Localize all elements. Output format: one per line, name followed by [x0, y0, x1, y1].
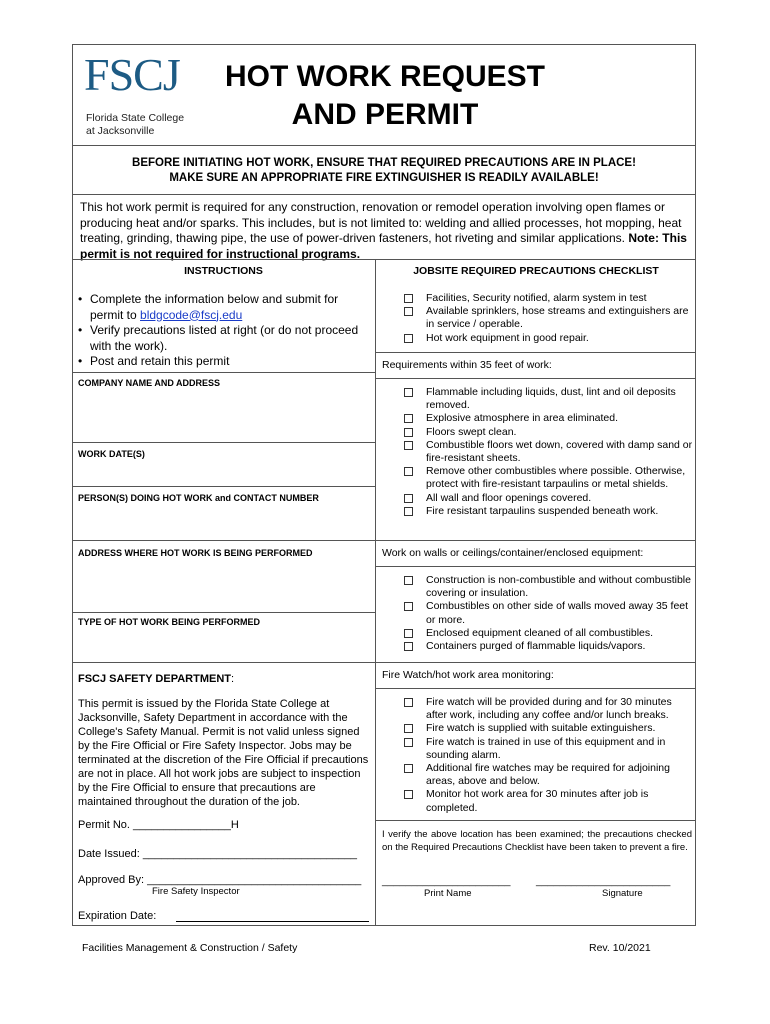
- divider: [72, 259, 696, 260]
- checkbox[interactable]: [404, 294, 413, 303]
- permit-number-field[interactable]: Permit No. ________________H: [78, 819, 239, 831]
- checklist-general: [404, 292, 694, 345]
- checklist-item[interactable]: Hot work equipment in good repair.: [404, 332, 694, 345]
- checkbox[interactable]: [404, 467, 413, 476]
- checklist-item[interactable]: Available sprinklers, hose streams and extinguishers are in service / operable.: [404, 305, 694, 331]
- divider: [72, 540, 696, 541]
- checklist-walls-ceilings: [404, 574, 694, 653]
- inspector-caption: Fire Safety Inspector: [152, 886, 240, 897]
- section-title: Work on walls or ceilings/container/enclosed equipment:: [382, 547, 644, 559]
- hot-work-type-field-label[interactable]: TYPE OF HOT WORK BEING PERFORMED: [78, 617, 261, 627]
- checkbox[interactable]: [404, 388, 413, 397]
- checkbox[interactable]: [404, 441, 413, 450]
- checklist-fire-watch: [404, 696, 694, 815]
- checklist-item[interactable]: Combustibles on other side of walls moved away 35 feet or more.: [404, 600, 694, 626]
- checkbox[interactable]: [404, 334, 413, 343]
- signature-line[interactable]: _______________________: [536, 875, 671, 887]
- section-title: Requirements within 35 feet of work:: [382, 359, 552, 371]
- footer-revision: Rev. 10/2021: [589, 942, 651, 954]
- divider: [72, 486, 375, 487]
- warning-banner: BEFORE INITIATING HOT WORK, ENSURE THAT REQUIRED PRECAUTIONS ARE IN PLACE! MAKE SURE AN APPROPRIATE FIRE EXTINGUISHER IS READILY AVAILABLE!: [132, 157, 636, 184]
- checkbox[interactable]: [404, 764, 413, 773]
- print-name-caption: Print Name: [424, 888, 472, 899]
- checklist-item[interactable]: Construction is non-combustible and without combustible covering or insulation.: [404, 574, 694, 600]
- divider: [72, 662, 696, 663]
- instructions-list: [78, 292, 368, 370]
- safety-paragraph: This permit is issued by the Florida State College at Jacksonville, Safety Department in accordance with the College's Safety Manual. Permit is not valid unless signed by the Fire Official or Fire Safety Inspector. Jobs may be terminated at the discretion of the Fire Official if precautions are not in place. All hot work jobs are subject to inspection by the Fire Official to ensure that precautions are maintained throughout the duration of the job.: [78, 698, 369, 808]
- section-title: Fire Watch/hot work area monitoring:: [382, 669, 554, 681]
- safety-department-heading: FSCJ SAFETY DEPARTMENT:: [78, 673, 235, 685]
- checklist-heading: JOBSITE REQUIRED PRECAUTIONS CHECKLIST: [413, 265, 659, 277]
- checklist-item[interactable]: Flammable including liquids, dust, lint and oil deposits removed.: [404, 386, 694, 412]
- checkbox[interactable]: [404, 576, 413, 585]
- divider: [72, 372, 375, 373]
- checkbox[interactable]: [404, 724, 413, 733]
- checklist-item[interactable]: Fire resistant tarpaulins suspended beneath work.: [404, 505, 694, 518]
- fscj-logo: FSCJ: [84, 49, 180, 100]
- checkbox[interactable]: [404, 642, 413, 651]
- divider: [376, 378, 696, 379]
- verification-statement: I verify the above location has been examined; the precautions checked on the Required Precautions Checklist have been taken to prevent a fire.: [382, 829, 692, 853]
- checkbox[interactable]: [404, 414, 413, 423]
- checklist-item[interactable]: All wall and floor openings covered.: [404, 492, 694, 505]
- checkbox[interactable]: [404, 698, 413, 707]
- checkbox[interactable]: [404, 790, 413, 799]
- list-item: • Verify precautions listed at right (or do not proceed with the work).: [78, 323, 368, 354]
- checklist-item[interactable]: Facilities, Security notified, alarm system in test: [404, 292, 694, 305]
- address-field-label[interactable]: ADDRESS WHERE HOT WORK IS BEING PERFORMED: [78, 548, 313, 558]
- checklist-item[interactable]: Additional fire watches may be required for adjoining areas, above and below.: [404, 762, 694, 788]
- expiration-date-field[interactable]: [176, 921, 369, 922]
- page-title: HOT WORK REQUEST AND PERMIT: [225, 60, 545, 131]
- checklist-item[interactable]: Enclosed equipment cleaned of all combustibles.: [404, 627, 694, 640]
- list-item: • Complete the information below and submit for permit to bldgcode@fscj.edu: [78, 292, 368, 323]
- checklist-item[interactable]: Floors swept clean.: [404, 426, 694, 439]
- footer-department: Facilities Management & Construction / Safety: [82, 942, 298, 954]
- signature-caption: Signature: [602, 888, 643, 899]
- approved-by-field[interactable]: Approved By: ___________________________________: [78, 874, 362, 886]
- email-link[interactable]: bldgcode@fscj.edu: [140, 307, 243, 322]
- checklist-item[interactable]: Fire watch is supplied with suitable extinguishers.: [404, 722, 694, 735]
- work-dates-field-label[interactable]: WORK DATE(S): [78, 449, 145, 459]
- checkbox[interactable]: [404, 507, 413, 516]
- checkbox[interactable]: [404, 629, 413, 638]
- checkbox[interactable]: [404, 494, 413, 503]
- divider: [376, 566, 696, 567]
- list-item: • Post and retain this permit: [78, 354, 368, 370]
- divider: [376, 688, 696, 689]
- checklist-item[interactable]: Fire watch will be provided during and for 30 minutes after work, including any coffee and/or lunch breaks.: [404, 696, 694, 722]
- checklist-item[interactable]: Monitor hot work area for 30 minutes after job is completed.: [404, 788, 694, 814]
- company-field-label[interactable]: COMPANY NAME AND ADDRESS: [78, 378, 221, 388]
- persons-field-label[interactable]: PERSON(S) DOING HOT WORK and CONTACT NUMBER: [78, 493, 319, 503]
- divider: [72, 145, 696, 146]
- checklist-item[interactable]: Containers purged of flammable liquids/vapors.: [404, 640, 694, 653]
- print-name-line[interactable]: ______________________: [382, 875, 511, 887]
- divider: [72, 194, 696, 195]
- checklist-item[interactable]: Explosive atmosphere in area eliminated.: [404, 412, 694, 425]
- checklist-item[interactable]: Fire watch is trained in use of this equipment and in sounding alarm.: [404, 736, 694, 762]
- checklist-within-35-feet: [404, 386, 694, 518]
- logo-subtitle: Florida State College at Jacksonville: [86, 112, 185, 137]
- divider: [376, 820, 696, 821]
- column-divider: [375, 259, 376, 926]
- checklist-item[interactable]: Remove other combustibles where possible. Otherwise, protect with fire-resistant tarpaulins or metal shields.: [404, 465, 694, 491]
- instructions-heading: INSTRUCTIONS: [184, 265, 263, 277]
- checkbox[interactable]: [404, 428, 413, 437]
- divider: [72, 612, 375, 613]
- checkbox[interactable]: [404, 738, 413, 747]
- date-issued-field[interactable]: Date Issued: ___________________________________: [78, 848, 357, 860]
- checkbox[interactable]: [404, 307, 413, 316]
- intro-paragraph: This hot work permit is required for any construction, renovation or remodel operation involving open flames or producing heat and/or sparks. This includes, but is not limited to: welding and allied processes, hot mopping, heat treating, grinding, thawing pipe, the use of power-driven fasteners, hot riveting and similar applications. Note: This permit is not required for instructional programs.: [80, 200, 687, 261]
- checkbox[interactable]: [404, 602, 413, 611]
- checklist-item[interactable]: Combustible floors wet down, covered with damp sand or fire-resistant sheets.: [404, 439, 694, 465]
- divider: [376, 352, 696, 353]
- divider: [72, 442, 375, 443]
- expiration-date-label: Expiration Date:: [78, 910, 157, 922]
